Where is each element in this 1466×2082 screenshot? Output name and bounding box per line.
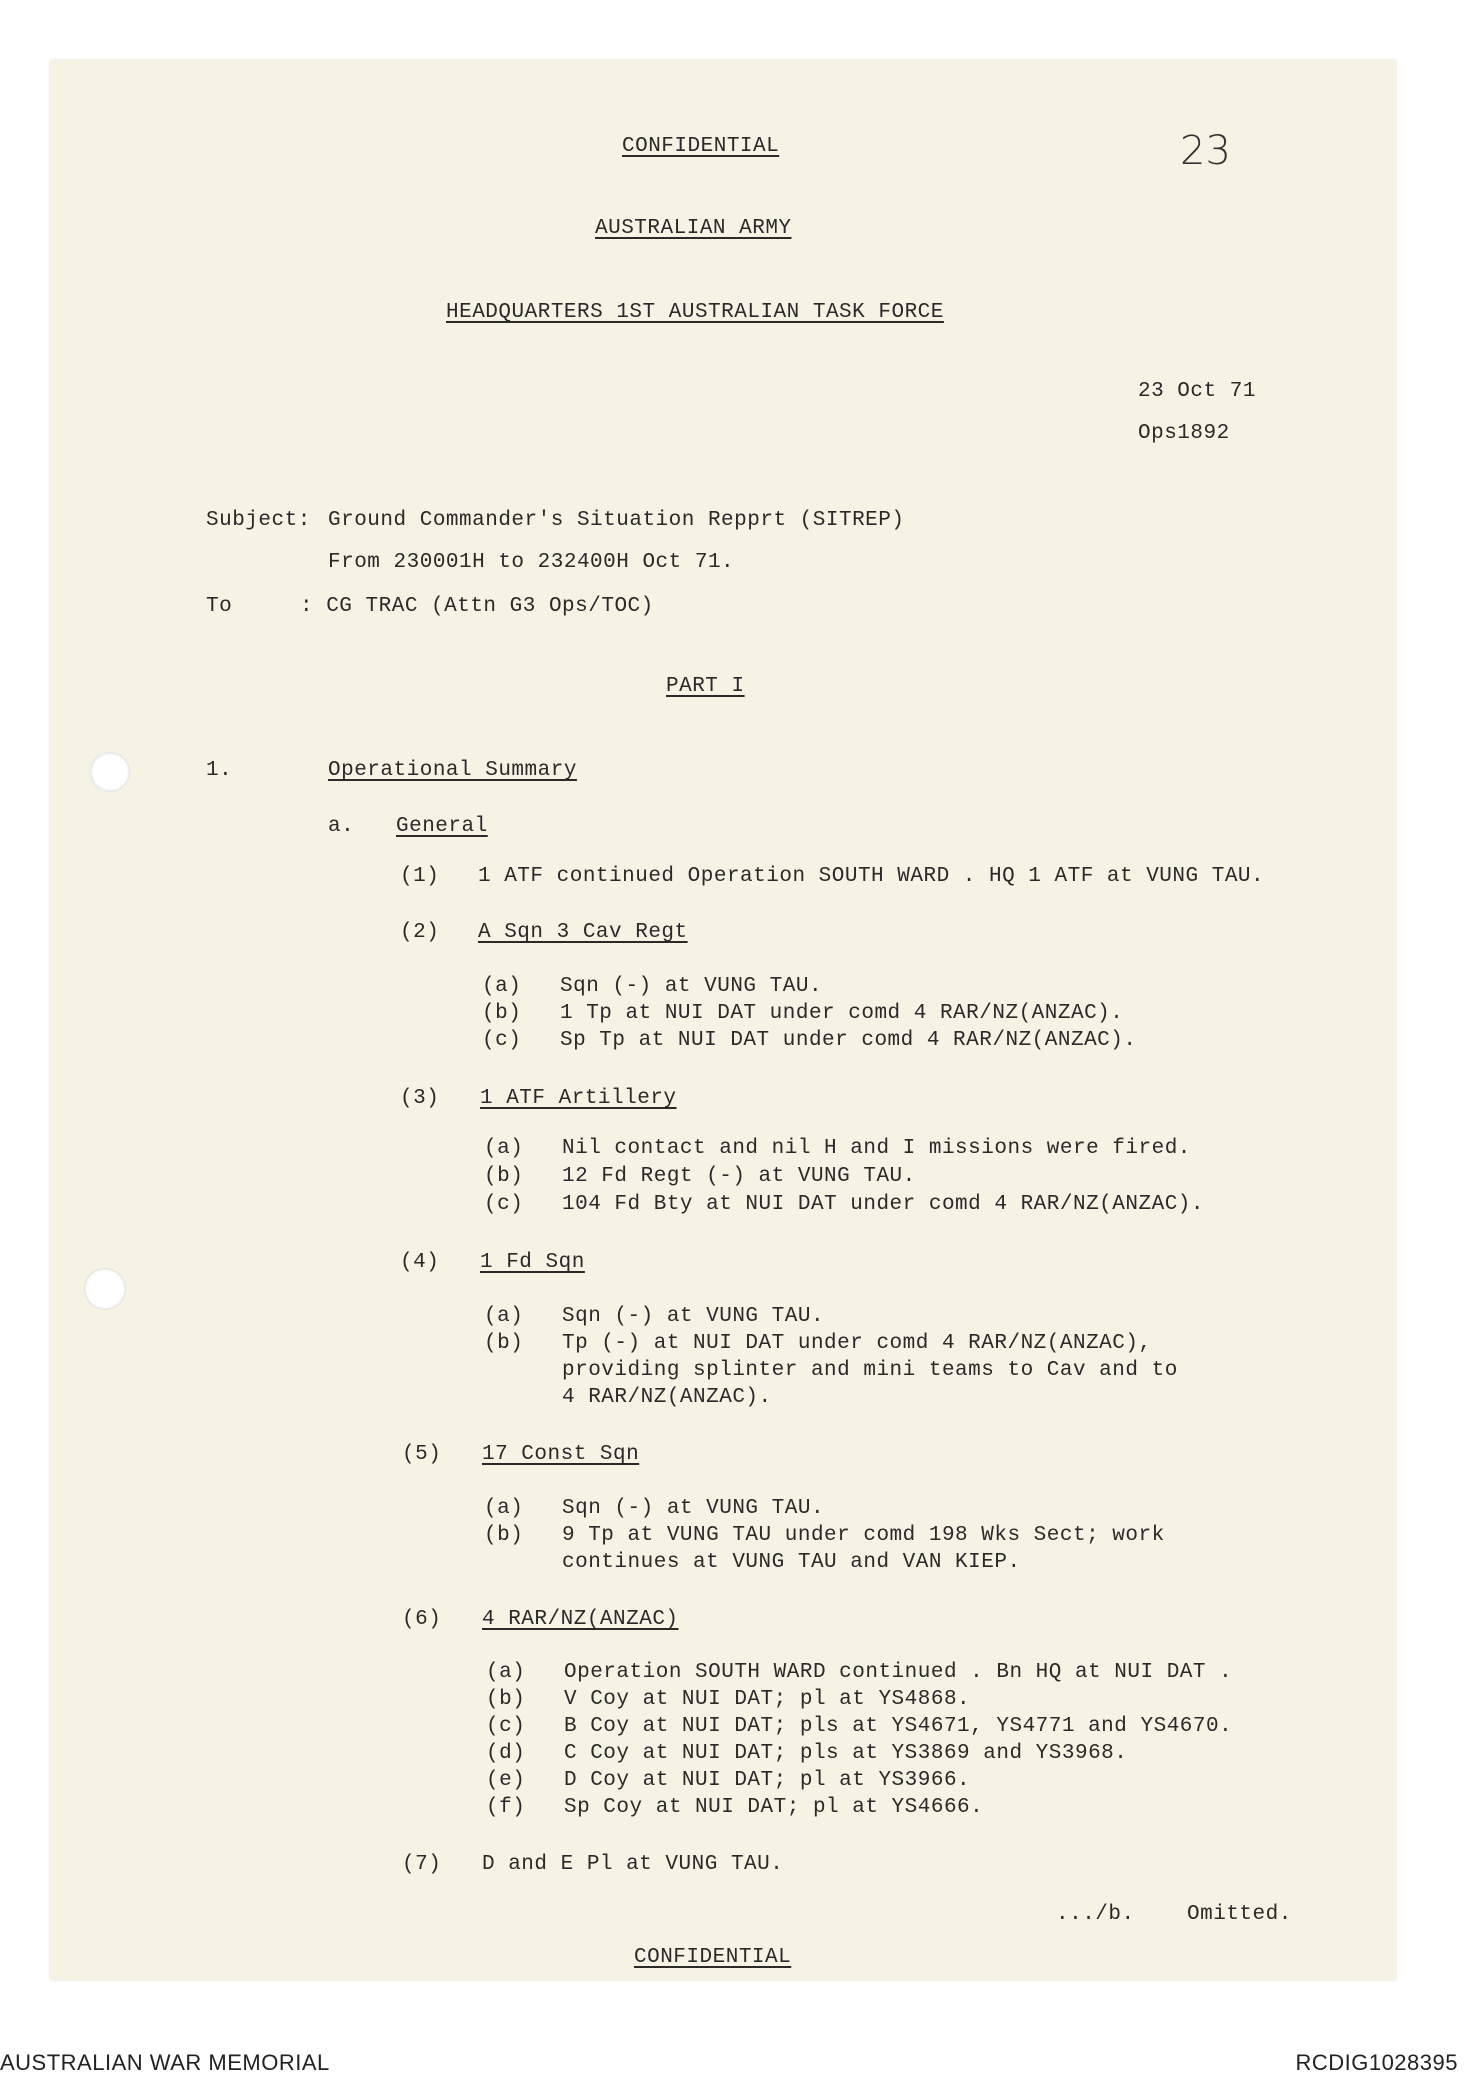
item-number: (7) (402, 1853, 442, 1876)
item-number: (6) (402, 1608, 442, 1631)
continuation-note: .../b. Omitted. (1056, 1903, 1292, 1926)
item-text: D and E Pl at VUNG TAU. (482, 1853, 784, 1876)
subitem-text-continued: continues at VUNG TAU and VAN KIEP. (562, 1551, 1021, 1574)
subject-line-1: Ground Commander's Situation Repprt (SITREP) (328, 509, 905, 532)
page-number: 23 (1180, 128, 1231, 174)
subitem-text: Sp Tp at NUI DAT under comd 4 RAR/NZ(ANZAC). (560, 1029, 1137, 1052)
subitem-text: Sqn (-) at VUNG TAU. (562, 1497, 825, 1520)
reference-number: Ops1892 (1138, 422, 1230, 445)
punch-hole (90, 752, 130, 792)
item-title: 4 RAR/NZ(ANZAC) (482, 1608, 679, 1631)
subitem-number: (b) (482, 1002, 522, 1025)
subitem-text: Nil contact and nil H and I missions were fired. (562, 1137, 1191, 1160)
subitem-text-continued: providing splinter and mini teams to Cav and to (562, 1359, 1178, 1382)
subitem-text: 1 Tp at NUI DAT under comd 4 RAR/NZ(ANZAC). (560, 1002, 1124, 1025)
subitem-text: Tp (-) at NUI DAT under comd 4 RAR/NZ(ANZAC), (562, 1332, 1152, 1355)
item-number: (5) (402, 1443, 442, 1466)
subitem-number: (a) (484, 1137, 524, 1160)
item-number: (3) (400, 1087, 440, 1110)
section-title: Operational Summary (328, 759, 577, 782)
subitem-text: Sp Coy at NUI DAT; pl at YS4666. (564, 1796, 984, 1819)
subitem-text: Operation SOUTH WARD continued . Bn HQ at NUI DAT . (564, 1661, 1233, 1684)
item-title: A Sqn 3 Cav Regt (478, 921, 688, 944)
unit-heading: HEADQUARTERS 1ST AUSTRALIAN TASK FORCE (446, 301, 944, 324)
item-title: 1 Fd Sqn (480, 1251, 585, 1274)
to-value: : CG TRAC (Attn G3 Ops/TOC) (300, 595, 654, 618)
subitem-number: (c) (482, 1029, 522, 1052)
subitem-text: 104 Fd Bty at NUI DAT under comd 4 RAR/NZ(ANZAC). (562, 1193, 1205, 1216)
classification-header: CONFIDENTIAL (622, 135, 780, 158)
subitem-text: 9 Tp at VUNG TAU under comd 198 Wks Sect; work (562, 1524, 1165, 1547)
to-label: To (206, 595, 233, 618)
org-heading: AUSTRALIAN ARMY (595, 217, 792, 240)
subitem-text: D Coy at NUI DAT; pl at YS3966. (564, 1769, 971, 1792)
archive-source: AUSTRALIAN WAR MEMORIAL (0, 2050, 330, 2075)
subitem-number: (b) (484, 1165, 524, 1188)
subitem-text: C Coy at NUI DAT; pls at YS3869 and YS3968. (564, 1742, 1128, 1765)
punch-hole (84, 1268, 126, 1310)
subitem-number: (b) (484, 1524, 524, 1547)
subitem-text: V Coy at NUI DAT; pl at YS4868. (564, 1688, 971, 1711)
subitem-text: B Coy at NUI DAT; pls at YS4671, YS4771 and YS4670. (564, 1715, 1233, 1738)
subitem-text: 12 Fd Regt (-) at VUNG TAU. (562, 1165, 916, 1188)
subitem-number: (c) (484, 1193, 524, 1216)
item-text: 1 ATF continued Operation SOUTH WARD . HQ 1 ATF at VUNG TAU. (478, 865, 1265, 888)
subsection-title: General (396, 815, 488, 838)
item-number: (4) (400, 1251, 440, 1274)
item-number: (2) (400, 921, 440, 944)
document-date: 23 Oct 71 (1138, 380, 1256, 403)
subitem-text: Sqn (-) at VUNG TAU. (560, 975, 823, 998)
item-title: 1 ATF Artillery (480, 1087, 677, 1110)
subject-line-2: From 230001H to 232400H Oct 71. (328, 551, 735, 574)
item-title: 17 Const Sqn (482, 1443, 640, 1466)
subitem-number: (a) (486, 1661, 526, 1684)
subject-label: Subject: (206, 509, 311, 532)
subitem-number: (d) (486, 1742, 526, 1765)
subitem-number: (b) (486, 1688, 526, 1711)
subitem-number: (a) (482, 975, 522, 998)
archive-id: RCDIG1028395 (1295, 2050, 1458, 2075)
subitem-number: (b) (484, 1332, 524, 1355)
subsection-number: a. (328, 815, 355, 838)
section-number: 1. (206, 759, 233, 782)
item-number: (1) (400, 865, 440, 888)
subitem-text: Sqn (-) at VUNG TAU. (562, 1305, 825, 1328)
subitem-number: (a) (484, 1305, 524, 1328)
subitem-text-continued: 4 RAR/NZ(ANZAC). (562, 1386, 772, 1409)
subitem-number: (e) (486, 1769, 526, 1792)
subitem-number: (f) (486, 1796, 526, 1819)
subitem-number: (c) (486, 1715, 526, 1738)
subitem-number: (a) (484, 1497, 524, 1520)
part-heading: PART I (666, 675, 745, 698)
classification-footer: CONFIDENTIAL (634, 1946, 792, 1969)
